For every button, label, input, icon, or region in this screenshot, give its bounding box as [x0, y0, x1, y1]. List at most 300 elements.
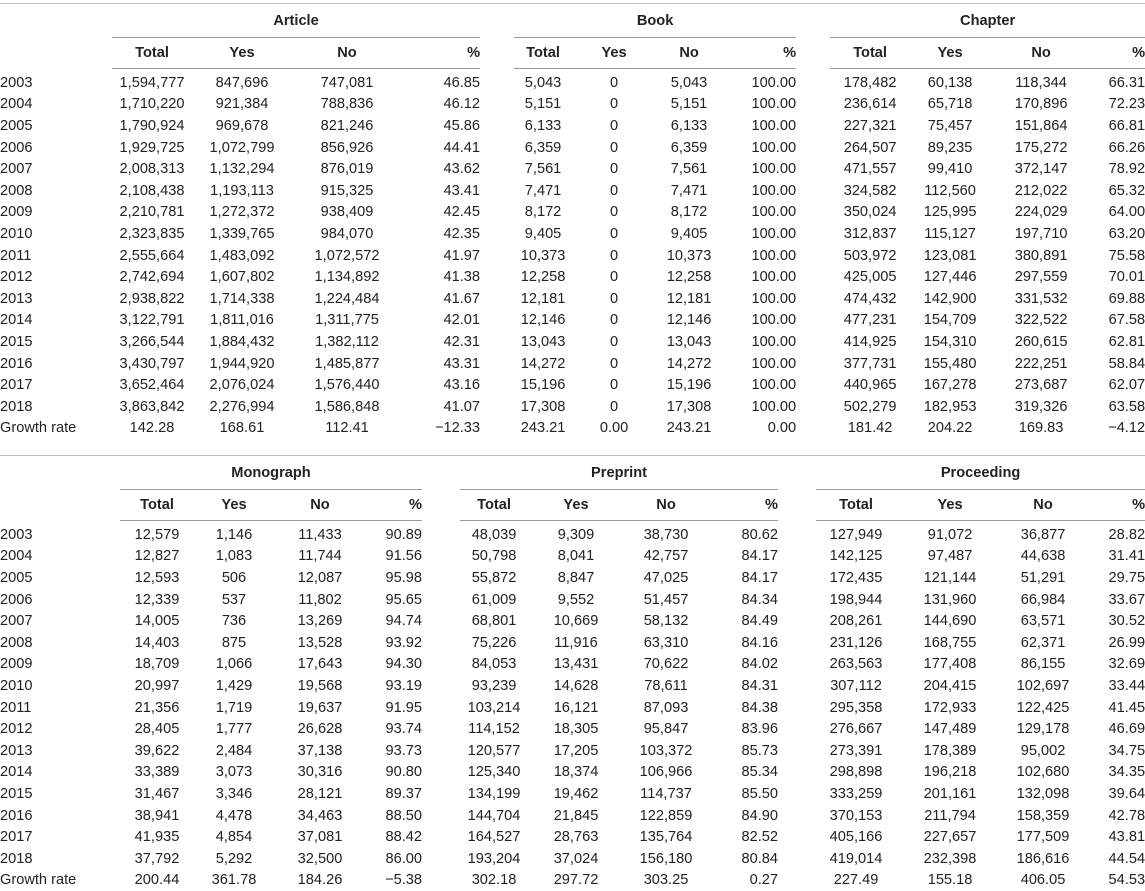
- table-cell: 44.41: [443, 139, 481, 156]
- table-cell: 39.64: [1108, 785, 1145, 802]
- table-cell: 181.42: [847, 420, 893, 437]
- table-cell: 93.19: [385, 677, 423, 694]
- table-cell: 224,029: [1014, 204, 1068, 221]
- table-cell: 100.00: [751, 182, 797, 199]
- table-cell: 100.00: [751, 204, 797, 221]
- table-cell: 100.00: [751, 225, 797, 242]
- table-cell: 276,667: [829, 721, 883, 738]
- table-cell: 18,305: [553, 721, 599, 738]
- table-cell: 2,484: [215, 742, 253, 759]
- table-cell: 204.22: [927, 420, 973, 437]
- group-spacer: [778, 826, 816, 848]
- table-cell: 114,152: [468, 721, 520, 738]
- table-cell: 380,891: [1014, 247, 1068, 264]
- table-cell: 847,696: [215, 74, 269, 91]
- table-cell: 295,358: [829, 699, 883, 716]
- table-cell: 9,309: [557, 526, 595, 543]
- group-spacer: [796, 115, 830, 137]
- table-cell: 41.45: [1108, 699, 1145, 716]
- table-cell: 84.02: [741, 656, 779, 673]
- table-cell: 236,614: [843, 96, 897, 113]
- table-cell: 350,024: [843, 204, 897, 221]
- table-cell: 167,278: [923, 377, 977, 394]
- table-cell: 93.92: [385, 634, 423, 651]
- table-cell: 14,272: [666, 355, 712, 372]
- column-header: Total: [120, 490, 194, 521]
- top-table: [0, 3, 1145, 439]
- table-cell: 9,552: [557, 591, 595, 608]
- group-spacer: [796, 396, 830, 418]
- group-spacer: [422, 805, 460, 827]
- table-cell: 95,002: [1020, 742, 1066, 759]
- group-spacer: [796, 418, 830, 440]
- table-row: [0, 202, 1145, 224]
- table-cell: 21,845: [553, 807, 599, 824]
- table-cell: 154,310: [923, 333, 977, 350]
- table-cell: 94.74: [385, 613, 423, 630]
- table-cell: 90.89: [385, 526, 423, 543]
- table-cell: 103,214: [467, 699, 521, 716]
- table-cell: 19,637: [297, 699, 343, 716]
- table-cell: 88.42: [385, 829, 423, 846]
- table-cell: 15,196: [666, 377, 712, 394]
- group-spacer: [480, 418, 514, 440]
- row-label: 2016: [0, 355, 33, 372]
- table-row: [0, 374, 1145, 396]
- table-cell: 14,628: [553, 677, 599, 694]
- table-cell: 156,180: [639, 850, 693, 867]
- table-cell: 3,430,797: [119, 355, 185, 372]
- table-cell: 414,925: [843, 333, 897, 350]
- table-cell: 58,132: [643, 613, 689, 630]
- table-cell: 15,196: [520, 377, 566, 394]
- table-cell: 66.81: [1108, 117, 1145, 134]
- table-cell: 70,622: [643, 656, 689, 673]
- table-cell: 9,405: [524, 225, 562, 242]
- table-cell: 51,291: [1020, 569, 1066, 586]
- table-cell: 170,896: [1014, 96, 1068, 113]
- table-cell: 62.81: [1108, 333, 1145, 350]
- table-row: [0, 331, 1145, 353]
- row-label: 2015: [0, 333, 33, 350]
- table-cell: 123,081: [923, 247, 977, 264]
- table-cell: 1,224,484: [314, 290, 380, 307]
- group-spacer: [796, 374, 830, 396]
- table-cell: 537: [221, 591, 247, 608]
- table-cell: 17,643: [297, 656, 343, 673]
- table-cell: 1,083: [215, 548, 253, 565]
- group-spacer: [796, 245, 830, 267]
- table-cell: 182,953: [923, 398, 977, 415]
- table-cell: 63.20: [1108, 225, 1145, 242]
- row-label: 2003: [0, 526, 33, 543]
- table-cell: 30,316: [297, 764, 343, 781]
- table-cell: 969,678: [215, 117, 269, 134]
- table-cell: 142.28: [129, 420, 175, 437]
- table-cell: 9,405: [670, 225, 708, 242]
- table-cell: 0: [609, 182, 619, 199]
- table-cell: 46.12: [443, 96, 481, 113]
- group-spacer: [796, 266, 830, 288]
- table-cell: 84.90: [741, 807, 779, 824]
- column-header: Yes: [910, 38, 990, 69]
- table-cell: 12,146: [520, 312, 566, 329]
- table-cell: 13,431: [553, 656, 599, 673]
- table-cell: 89.37: [385, 785, 423, 802]
- table-cell: 36,877: [1020, 526, 1066, 543]
- table-row: [0, 783, 1145, 805]
- table-cell: 788,836: [320, 96, 374, 113]
- row-label: 2008: [0, 182, 33, 199]
- table-cell: 297,559: [1014, 269, 1068, 286]
- table-cell: 75,226: [471, 634, 517, 651]
- table-cell: 67.58: [1108, 312, 1145, 329]
- table-row: [0, 848, 1145, 870]
- table-cell: 42.78: [1108, 807, 1145, 824]
- row-label: 2007: [0, 161, 33, 178]
- table-cell: 11,744: [298, 548, 342, 565]
- table-cell: 1,132,294: [209, 161, 275, 178]
- row-label: 2017: [0, 829, 33, 846]
- table-cell: 43.16: [443, 377, 481, 394]
- group-spacer: [796, 4, 830, 38]
- table-cell: 78.92: [1108, 161, 1145, 178]
- table-cell: 45.86: [443, 117, 481, 134]
- table-cell: 19,568: [297, 677, 343, 694]
- table-row: [0, 266, 1145, 288]
- table-cell: 307,112: [830, 677, 882, 694]
- table-cell: 1,066: [215, 656, 253, 673]
- table-cell: 80.84: [741, 850, 779, 867]
- table-cell: 38,730: [643, 526, 689, 543]
- table-cell: 503,972: [843, 247, 897, 264]
- table-cell: 1,607,802: [209, 269, 275, 286]
- row-label: 2014: [0, 312, 33, 329]
- table-cell: 47,025: [643, 569, 689, 586]
- table-cell: 155,480: [923, 355, 977, 372]
- column-header: Yes: [528, 490, 624, 521]
- column-header: Total: [816, 490, 896, 521]
- table-cell: 5,043: [670, 74, 708, 91]
- table-cell: 0: [609, 96, 619, 113]
- group-spacer: [422, 610, 460, 632]
- group-spacer: [796, 223, 830, 245]
- table-cell: 13,043: [666, 333, 712, 350]
- table-cell: 70.01: [1108, 269, 1145, 286]
- column-header: No: [990, 38, 1092, 69]
- table-cell: 142,125: [829, 548, 883, 565]
- table-cell: 155.18: [927, 872, 973, 889]
- table-cell: 28.82: [1108, 526, 1145, 543]
- table-cell: 41.07: [443, 398, 481, 415]
- group-spacer: [422, 718, 460, 740]
- table-cell: 31.41: [1108, 548, 1145, 565]
- group-spacer: [778, 632, 816, 654]
- group-spacer: [422, 632, 460, 654]
- table-cell: 3,266,544: [119, 333, 185, 350]
- table-row: [0, 826, 1145, 848]
- table-cell: 7,471: [524, 182, 562, 199]
- table-cell: 324,582: [843, 182, 897, 199]
- group-spacer: [778, 848, 816, 870]
- table-cell: 87,093: [643, 699, 689, 716]
- table-cell: 915,325: [320, 182, 374, 199]
- group-spacer: [422, 740, 460, 762]
- table-cell: 2,076,024: [209, 377, 275, 394]
- table-cell: 2,938,822: [119, 290, 185, 307]
- group-spacer: [480, 288, 514, 310]
- group-spacer: [778, 456, 816, 490]
- group-spacer: [480, 223, 514, 245]
- bottom-table: [0, 455, 1145, 891]
- group-spacer: [796, 180, 830, 202]
- table-cell: 65.32: [1108, 182, 1145, 199]
- table-cell: 99,410: [927, 161, 973, 178]
- table-cell: 13,269: [297, 613, 343, 630]
- table-row: [0, 610, 1145, 632]
- table-cell: 232,398: [923, 850, 977, 867]
- table-cell: 85.73: [741, 742, 779, 759]
- table-cell: 0: [609, 204, 619, 221]
- row-label-header: [0, 456, 120, 490]
- table-cell: 112.41: [325, 420, 369, 437]
- table-cell: 85.50: [741, 785, 779, 802]
- table-cell: 372,147: [1014, 161, 1068, 178]
- table-cell: 103,372: [639, 742, 693, 759]
- column-header: No: [274, 490, 366, 521]
- table-cell: 0: [609, 355, 619, 372]
- table-cell: 164,527: [467, 829, 521, 846]
- row-label: 2017: [0, 377, 33, 394]
- group-spacer: [480, 310, 514, 332]
- table-cell: 319,326: [1014, 398, 1068, 415]
- row-label: 2007: [0, 613, 33, 630]
- table-cell: 93,239: [471, 677, 517, 694]
- table-cell: 43.81: [1108, 829, 1145, 846]
- table-cell: 12,258: [520, 269, 566, 286]
- table-cell: 405,166: [829, 829, 883, 846]
- table-cell: −4.12: [1108, 420, 1145, 437]
- column-header: Yes: [572, 38, 656, 69]
- group-spacer: [422, 546, 460, 568]
- row-label: Growth rate: [0, 420, 77, 437]
- table-row: [0, 158, 1145, 180]
- table-cell: 26,628: [297, 721, 343, 738]
- group-spacer: [778, 870, 816, 891]
- table-cell: 6,133: [670, 117, 708, 134]
- table-cell: 12,181: [520, 290, 566, 307]
- column-header: No: [292, 38, 402, 69]
- table-cell: 34.75: [1108, 742, 1145, 759]
- group-spacer: [422, 490, 460, 521]
- table-cell: 0: [609, 247, 619, 264]
- table-cell: 42,757: [643, 548, 689, 565]
- column-header: Total: [830, 38, 910, 69]
- group-spacer: [796, 69, 830, 94]
- column-header: Total: [514, 38, 572, 69]
- table-cell: 38,941: [134, 807, 180, 824]
- table-cell: 132,098: [1016, 785, 1070, 802]
- table-cell: 12,827: [134, 548, 180, 565]
- group-spacer: [422, 783, 460, 805]
- table-row: [0, 740, 1145, 762]
- table-cell: 58.84: [1108, 355, 1145, 372]
- row-label-column: [0, 38, 112, 69]
- table-cell: 747,081: [320, 74, 374, 91]
- table-cell: 0: [609, 139, 619, 156]
- table-cell: 72.23: [1108, 96, 1145, 113]
- group-spacer: [480, 331, 514, 353]
- table-cell: 62.07: [1108, 377, 1145, 394]
- table-cell: 95,847: [643, 721, 689, 738]
- table-cell: 14,272: [520, 355, 566, 372]
- table-cell: 46.85: [443, 74, 481, 91]
- group-spacer: [796, 288, 830, 310]
- table-row: [0, 396, 1145, 418]
- table-cell: 125,995: [923, 204, 977, 221]
- table-cell: 8,847: [557, 569, 595, 586]
- table-cell: 2,008,313: [119, 161, 185, 178]
- group-spacer: [796, 158, 830, 180]
- table-cell: 142,900: [923, 290, 977, 307]
- table-cell: 12,181: [666, 290, 712, 307]
- group-spacer: [480, 245, 514, 267]
- table-cell: 84.17: [741, 548, 779, 565]
- column-header: %: [1092, 38, 1145, 69]
- table-cell: 222,251: [1014, 355, 1068, 372]
- row-label-header: [0, 4, 112, 38]
- group-spacer: [422, 654, 460, 676]
- row-label: 2013: [0, 290, 33, 307]
- table-cell: 41.38: [443, 269, 481, 286]
- row-label: 2016: [0, 807, 33, 824]
- table-cell: 85.34: [741, 764, 779, 781]
- table-cell: 63.58: [1108, 398, 1145, 415]
- table-cell: 1,339,765: [209, 225, 275, 242]
- table-cell: 0: [609, 312, 619, 329]
- table-cell: 875: [221, 634, 247, 651]
- row-label: 2005: [0, 569, 33, 586]
- table-cell: 186,616: [1016, 850, 1070, 867]
- table-cell: 477,231: [843, 312, 897, 329]
- column-header: Yes: [192, 38, 292, 69]
- table-row: [0, 632, 1145, 654]
- table-cell: −5.38: [385, 872, 423, 889]
- group-header-1: Book: [514, 4, 796, 38]
- table-cell: 60,138: [927, 74, 973, 91]
- table-cell: 184.26: [297, 872, 343, 889]
- group-spacer: [480, 69, 514, 94]
- table-cell: 84.49: [741, 613, 779, 630]
- group-spacer: [480, 353, 514, 375]
- table-cell: 5,151: [524, 96, 562, 113]
- table-cell: 331,532: [1014, 290, 1068, 307]
- group-spacer: [422, 567, 460, 589]
- table-cell: 200.44: [134, 872, 180, 889]
- table-cell: 7,561: [524, 161, 562, 178]
- table-cell: 0: [609, 333, 619, 350]
- table-row: [0, 223, 1145, 245]
- group-spacer: [480, 202, 514, 224]
- table-cell: 227,321: [843, 117, 897, 134]
- table-cell: 93.73: [385, 742, 423, 759]
- table-cell: 46.69: [1108, 721, 1145, 738]
- table-cell: 198,944: [829, 591, 883, 608]
- table-cell: 158,359: [1016, 807, 1070, 824]
- table-cell: 33.44: [1108, 677, 1145, 694]
- table-cell: 127,949: [829, 526, 883, 543]
- table-cell: 154,709: [923, 312, 977, 329]
- table-cell: 86.00: [385, 850, 423, 867]
- column-header: No: [1004, 490, 1082, 521]
- row-label: 2003: [0, 74, 33, 91]
- column-header: Yes: [896, 490, 1004, 521]
- group-spacer: [778, 762, 816, 784]
- table-cell: 1,429: [215, 677, 253, 694]
- table-cell: 212,022: [1014, 182, 1068, 199]
- group-spacer: [778, 490, 816, 521]
- table-cell: 55,872: [471, 569, 517, 586]
- table-cell: 102,680: [1016, 764, 1070, 781]
- table-cell: 44,638: [1020, 548, 1066, 565]
- table-cell: 876,019: [320, 161, 374, 178]
- table-cell: 66.26: [1108, 139, 1145, 156]
- table-cell: 121,144: [923, 569, 977, 586]
- table-cell: 37,024: [553, 850, 599, 867]
- table-cell: 6,359: [670, 139, 708, 156]
- table-cell: 100.00: [751, 290, 797, 307]
- table-cell: 12,339: [134, 591, 180, 608]
- table-cell: 243.21: [520, 420, 566, 437]
- row-label: 2006: [0, 139, 33, 156]
- table-cell: 2,276,994: [209, 398, 275, 415]
- table-cell: 41,935: [134, 829, 180, 846]
- table-cell: 419,014: [829, 850, 883, 867]
- table-cell: 112,560: [924, 182, 976, 199]
- table-cell: 1,777: [215, 721, 253, 738]
- table-cell: 28,121: [297, 785, 343, 802]
- table-cell: 100.00: [751, 161, 797, 178]
- row-label: 2006: [0, 591, 33, 608]
- table-cell: 33.67: [1108, 591, 1145, 608]
- table-cell: 0: [609, 74, 619, 91]
- table-cell: 26.99: [1108, 634, 1145, 651]
- table-cell: 122,425: [1016, 699, 1070, 716]
- table-cell: 100.00: [751, 139, 797, 156]
- table-cell: 821,246: [320, 117, 374, 134]
- group-header-0: Monograph: [120, 456, 422, 490]
- table-cell: 0: [609, 290, 619, 307]
- table-cell: 102,697: [1016, 677, 1070, 694]
- table-cell: 312,837: [843, 225, 897, 242]
- table-cell: 95.98: [385, 569, 423, 586]
- row-label: 2015: [0, 785, 33, 802]
- table-cell: 33,389: [134, 764, 180, 781]
- table-row: [0, 718, 1145, 740]
- table-cell: 1,146: [215, 526, 253, 543]
- table-cell: 196,218: [923, 764, 977, 781]
- table-cell: 95.65: [385, 591, 423, 608]
- table-cell: 1,811,016: [210, 312, 274, 329]
- table-cell: 0: [609, 161, 619, 178]
- table-cell: 78,611: [644, 677, 688, 694]
- table-cell: 2,108,438: [119, 182, 185, 199]
- table-cell: 144,704: [467, 807, 521, 824]
- column-header: %: [708, 490, 778, 521]
- table-cell: 43.62: [443, 161, 481, 178]
- table-cell: 61,009: [471, 591, 517, 608]
- table-cell: 84.17: [741, 569, 779, 586]
